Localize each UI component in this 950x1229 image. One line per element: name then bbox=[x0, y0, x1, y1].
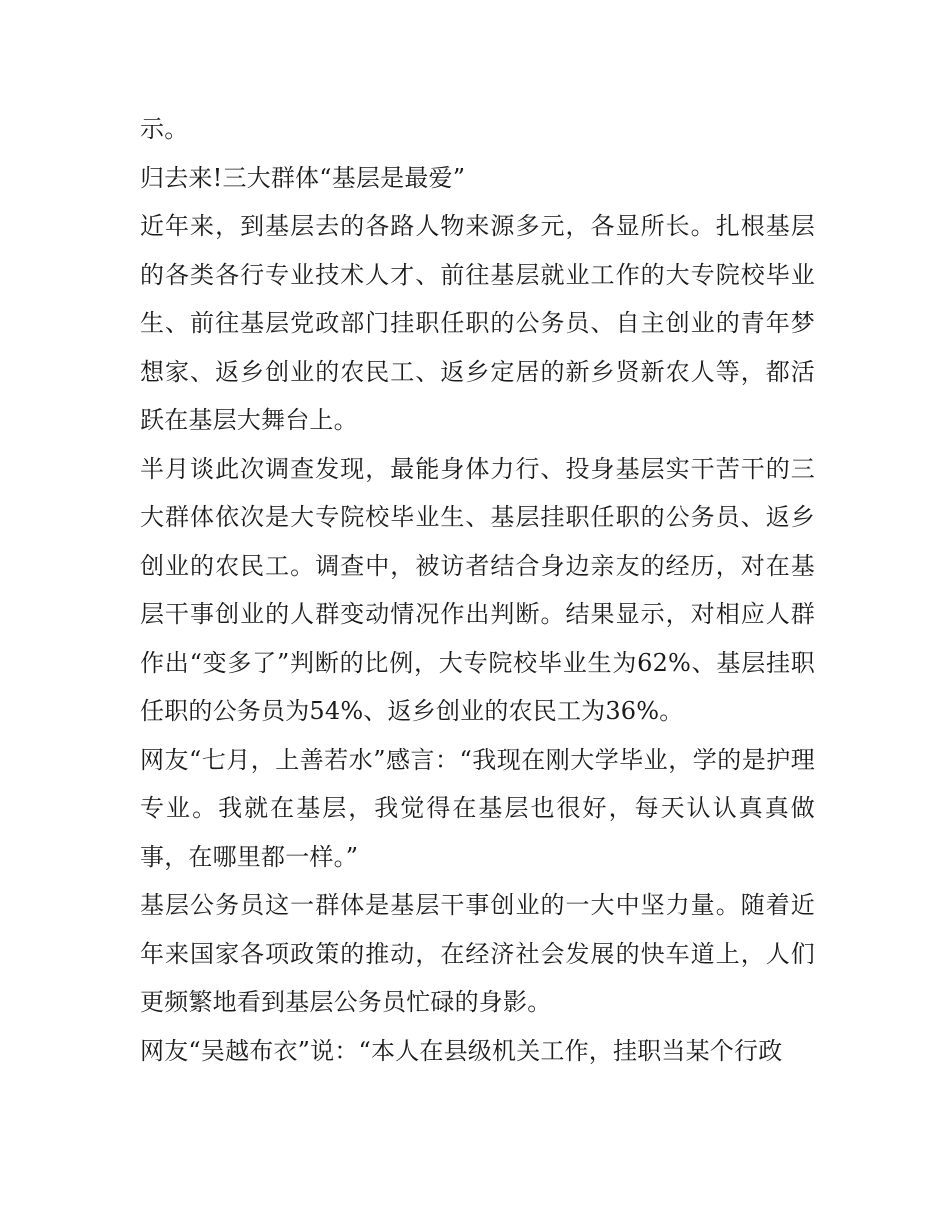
paragraph-survey: 半月谈此次调查发现，最能身体力行、投身基层实干苦干的三大群体依次是大专院校毕业生、基层挂职任职的公务员、返乡创业的农民工。调查中，被访者结合身边亲友的经历，对在基层干事创业的人群变动情况作出判断。结果显示，对相应人群作出“变多了”判断的比例，大专院校毕业生为62%、基层挂职任职的公务员为54%、返乡创业的农民工为36%。 bbox=[140, 454, 815, 725]
paragraph-quote-qiyue: 网友“七月，上善若水”感言：“我现在刚大学毕业，学的是护理专业。我就在基层，我觉得在基层也很好，每天认认真真做事，在哪里都一样。” bbox=[140, 745, 815, 871]
paragraph-continuation: 示。 bbox=[140, 115, 189, 143]
paragraph-intro: 近年来，到基层去的各路人物来源多元，各显所长。扎根基层的各类各行专业技术人才、前往基层就业工作的大专院校毕业生、前往基层党政部门挂职任职的公务员、自主创业的青年梦想家、返乡创业的农民工、返乡定居的新乡贤新农人等，都活跃在基层大舞台上。 bbox=[140, 212, 815, 434]
paragraph-civil-servants: 基层公务员这一群体是基层干事创业的一大中坚力量。随着近年来国家各项政策的推动，在经济社会发展的快车道上，人们更频繁地看到基层公务员忙碌的身影。 bbox=[140, 891, 815, 1016]
paragraph-quote-wuyue: 网友“吴越布衣”说：“本人在县级机关工作，挂职当某个行政 bbox=[140, 1036, 783, 1065]
document-body bbox=[140, 105, 815, 1075]
section-heading: 归去来!三大群体“基层是最爱” bbox=[140, 163, 466, 192]
